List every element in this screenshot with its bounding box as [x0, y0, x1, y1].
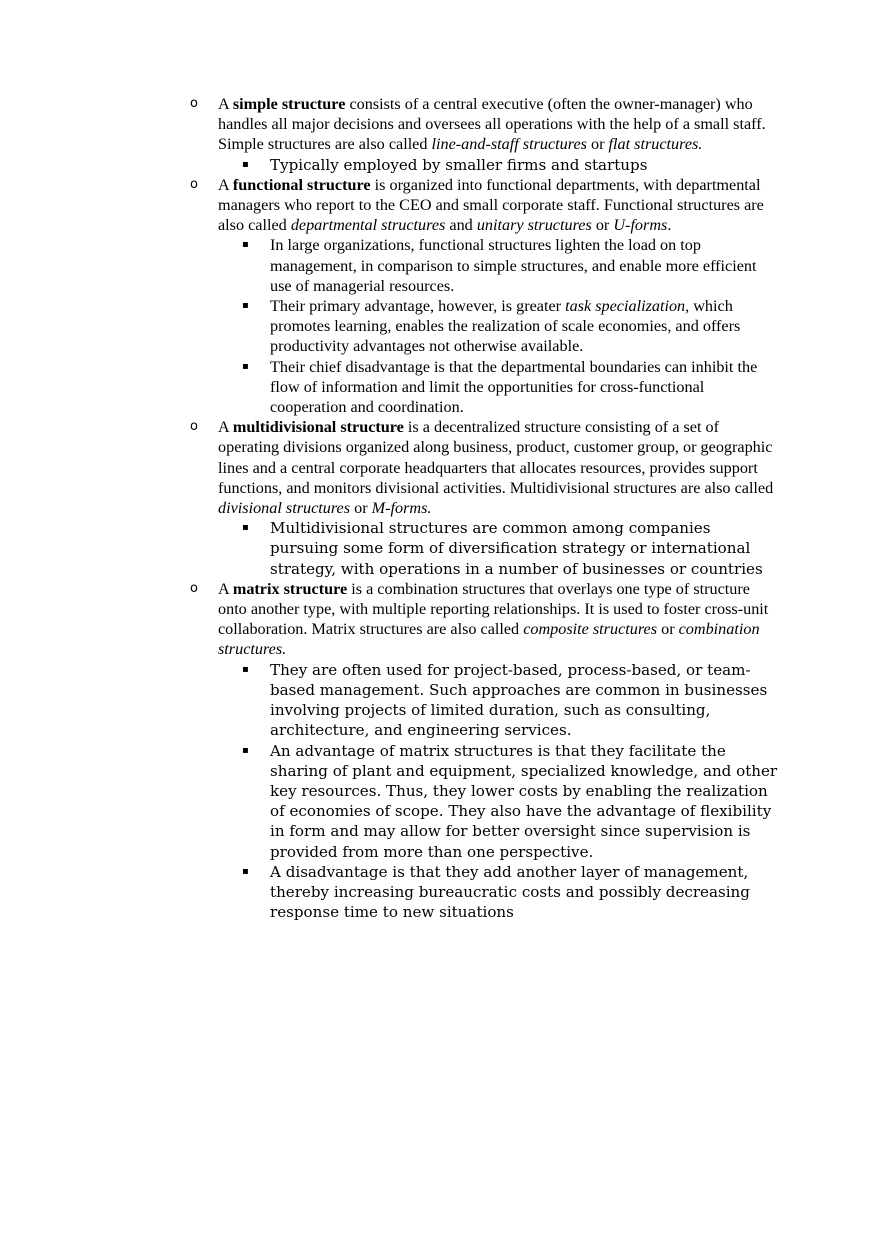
- sub-item-text: Multidivisional structures are common among companies pursuing some form of diversification strategy or international strategy, with operations in a number of businesses or countries: [270, 519, 763, 578]
- alias-joiner: or: [591, 216, 614, 235]
- square-bullet-icon: ▪: [242, 744, 249, 756]
- term-functional-structure: functional structure: [232, 175, 371, 194]
- term-multidivisional-structure: multidivisional structure: [232, 418, 404, 437]
- hollow-circle-bullet-icon: o: [190, 580, 198, 596]
- sub-item: [190, 235, 780, 296]
- square-bullet-icon: ▪: [242, 158, 249, 170]
- sub-item: [190, 741, 780, 862]
- sub-item: [190, 660, 780, 741]
- square-bullet-icon: ▪: [242, 239, 249, 251]
- list-item-simple-structure: [190, 94, 780, 155]
- alias-joiner: or: [657, 620, 679, 639]
- alias-u-forms: U-forms: [613, 216, 668, 235]
- list-item-matrix-structure: [190, 579, 780, 660]
- alias-line-and-staff: line-and-staff structures: [431, 135, 587, 154]
- square-bullet-icon: ▪: [242, 300, 249, 312]
- square-bullet-icon: ▪: [242, 865, 249, 877]
- term-simple-structure: simple structure: [232, 95, 346, 113]
- sub-item-text: In large organizations, functional structures lighten the load on top management, in comparison to simple structures, and enable more efficient use of managerial resources.: [270, 236, 757, 295]
- sub-item: [190, 155, 780, 175]
- alias-composite: composite structures: [523, 620, 658, 639]
- sub-item: [190, 296, 780, 357]
- sub-item: [190, 357, 780, 418]
- alias-joiner: or: [586, 135, 609, 154]
- alias-unitary: unitary structures: [476, 216, 592, 235]
- alias-joiner: or: [350, 499, 372, 518]
- alias-divisional: divisional structures: [218, 499, 351, 518]
- sub-item: [190, 518, 780, 579]
- alias-departmental: departmental structures: [290, 216, 446, 235]
- item-definition: consists of a central executive (often the owner-manager) who handles all major decisions and oversees all operations with the help of a small staff. Simple structures are also called: [218, 95, 766, 154]
- item-definition: is a combination structures that overlays one type of structure onto another type, with multiple reporting relationships. It is used to foster cross-unit collaboration. Matrix structures are also called: [218, 579, 769, 639]
- item-definition: is a decentralized structure consisting of a set of operating divisions organized along business, product, customer group, or geographic lines and a central corporate headquarters that allocates resources, provides support functions, and monitors divisional activities. Multidivisional structures are also called: [218, 418, 774, 497]
- item-prefix: A: [218, 95, 233, 113]
- square-bullet-icon: ▪: [242, 360, 249, 372]
- bullet-list: [190, 94, 780, 922]
- sub-item-text: A disadvantage is that they add another layer of management, thereby increasing bureaucratic costs and possibly decreasing response time to new situations: [270, 862, 750, 922]
- sub-item-text: They are often used for project-based, process-based, or team-based management. Such approaches are common in businesses involving projects of limited duration, such as consulting, architecture, and engineering services.: [270, 660, 768, 740]
- sub-item: [190, 862, 780, 923]
- sub-item-text: An advantage of matrix structures is that they facilitate the sharing of plant and equipment, specialized knowledge, and other key resources. Thus, they lower costs by enabling the realization of economies of scope. They also have the advantage of flexibility in form and may allow for better oversight since supervision is provided from more than one perspective.: [270, 741, 778, 861]
- square-bullet-icon: ▪: [242, 663, 249, 675]
- sub-item-text: Their primary advantage, however, is greater: [270, 297, 566, 316]
- item-prefix: A: [218, 418, 233, 437]
- sub-item-text: which promotes learning, enables the realization of scale economies, and offers productivity advantages not otherwise available.: [270, 297, 741, 356]
- term-task-specialization: task specialization,: [565, 297, 690, 316]
- sub-item-text: Their chief disadvantage is that the departmental boundaries can inhibit the flow of information and limit the opportunities for cross-functional cooperation and coordination.: [270, 357, 758, 417]
- alias-flat-structures: flat structures.: [608, 135, 703, 154]
- item-definition: is organized into functional departments, with departmental managers who report to the CEO and small corporate staff. Functional structures are also called: [218, 175, 764, 235]
- alias-m-forms: M-forms.: [371, 499, 432, 518]
- sub-item-text: Typically employed by smaller firms and startups: [270, 155, 648, 174]
- hollow-circle-bullet-icon: o: [190, 419, 198, 435]
- alias-combination: combination structures.: [218, 620, 760, 659]
- hollow-circle-bullet-icon: o: [190, 176, 198, 192]
- list-item-functional-structure: [190, 175, 780, 236]
- square-bullet-icon: ▪: [242, 522, 249, 534]
- hollow-circle-bullet-icon: o: [190, 96, 198, 111]
- item-prefix: A: [218, 579, 233, 598]
- list-item-multidivisional-structure: [190, 417, 780, 518]
- item-prefix: A: [218, 175, 233, 194]
- alias-joiner: and: [445, 216, 477, 235]
- item-end: .: [667, 216, 672, 235]
- term-matrix-structure: matrix structure: [232, 579, 348, 598]
